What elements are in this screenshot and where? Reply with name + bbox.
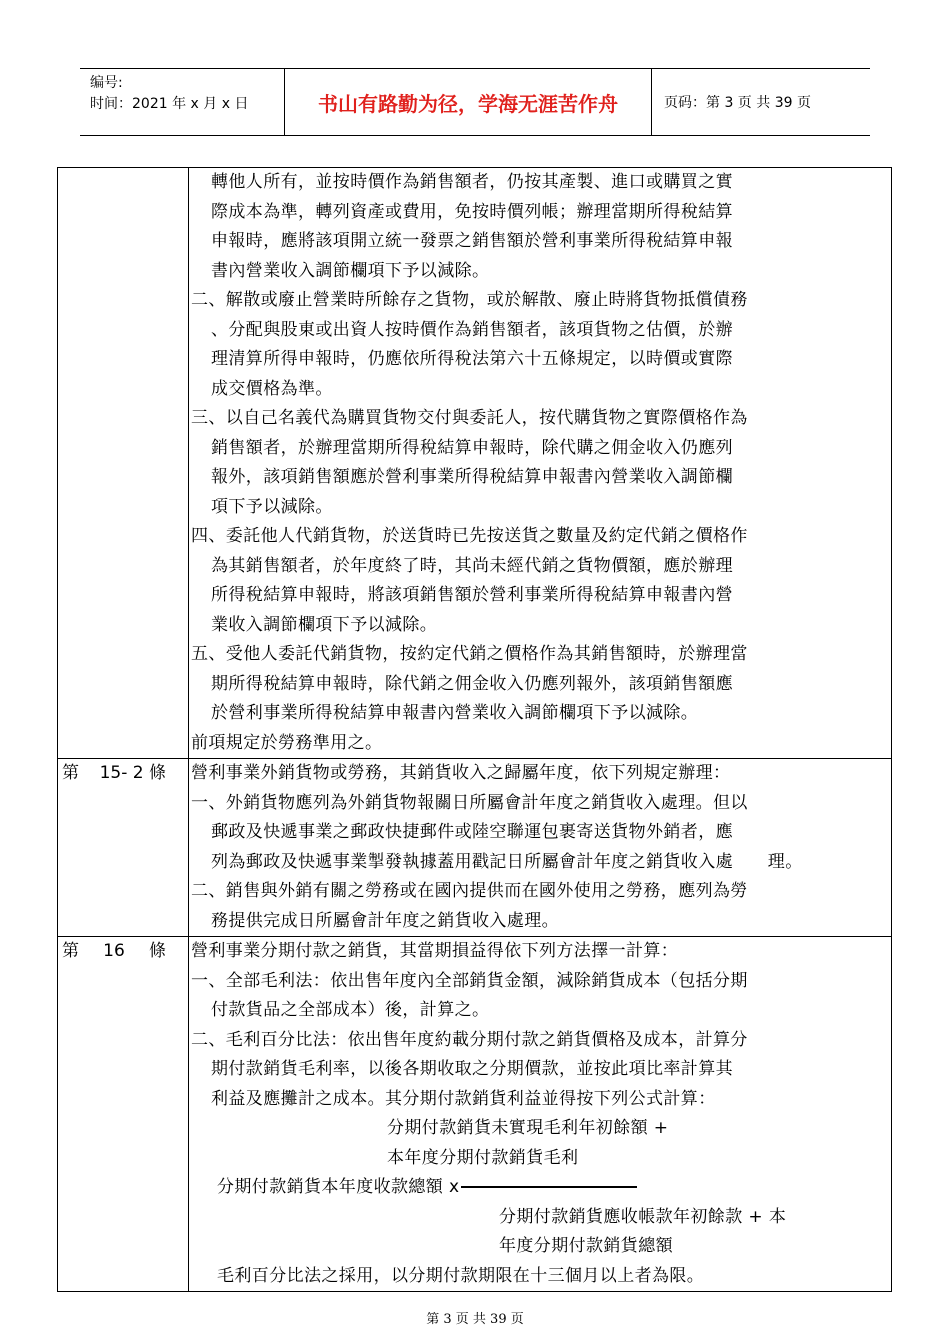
text-line: 業收入調節欄項下予以減除。: [211, 614, 438, 635]
text-line: 一、外銷貨物應列為外銷貨物報關日所屬會計年度之銷貨收入處理。但以: [191, 792, 748, 813]
text-line: 轉他人所有，並按時價作為銷售額者，仍按其產製、進口或購買之實: [211, 172, 733, 192]
article-text-cell: [189, 168, 891, 758]
text-line: 際成本為準，轉列資產或費用，免按時價列帳；辦理當期所得稅結算: [211, 201, 733, 222]
text-line: 所得稅結算申報時，將該項銷售額於營利事業所得稅結算申報書內營: [211, 585, 733, 605]
text-line: 二、銷售與外銷有關之勞務或在國內提供而在國外使用之勞務，應列為勞: [191, 881, 748, 901]
text-line: 列為郵政及快遞事業掣發執據蓋用戳記日所屬會計年度之銷貨收入處 理。: [211, 851, 803, 872]
text-line: 期付款銷貨毛利率，以後各期收取之分期價款，並按此項比率計算其: [211, 1059, 733, 1079]
formula-denominator-line: 年度分期付款銷貨總額: [499, 1236, 673, 1256]
text-line: 付款貨品之全部成本）後，計算之。: [211, 1000, 490, 1020]
formula-numerator-line: 分期付款銷貨未實現毛利年初餘額 +: [387, 1118, 669, 1138]
formula-numerator-line: 本年度分期付款銷貨毛利: [387, 1147, 579, 1168]
formula-denominator-line: 分期付款銷貨應收帳款年初餘款 + 本: [499, 1206, 787, 1227]
text-line: 四、委託他人代銷貨物，於送貨時已先按送貨之數量及約定代銷之價格作: [191, 526, 748, 546]
text-line: 郵政及快遞事業之郵政快捷郵件或陸空聯運包裹寄送貨物外銷者，應: [211, 822, 733, 842]
article-number: [62, 759, 188, 789]
text-line: 營利事業分期付款之銷貨，其當期損益得依下列方法擇一計算：: [191, 941, 679, 961]
text-line: 毛利百分比法之採用，以分期付款期限在十三個月以上者為限。: [217, 1265, 705, 1286]
text-line: 五、受他人委託代銷貨物，按約定代銷之價格作為其銷售額時，於辦理當: [191, 644, 748, 664]
page-footer: 第 3 页 共 39 页: [426, 1312, 524, 1327]
document-time: 时间：2021 年 x 月 x 日: [90, 96, 249, 112]
table-row: [58, 168, 891, 758]
page-header: [80, 68, 870, 136]
text-line: 報外，該項銷售額應於營利事業所得稅結算申報書內營業收入調節欄: [211, 467, 733, 487]
article-number: [62, 937, 188, 967]
header-page-info: 页码：第 3 页 共 39 页: [664, 95, 811, 111]
text-line: 成交價格為準。: [211, 378, 333, 399]
text-line: 二、解散或廢止營業時所餘存之貨物，或於解散、廢止時將貨物抵償債務: [191, 290, 748, 310]
article-prefix: 第: [62, 941, 79, 961]
text-line: 、分配與股東或出資人按時價作為銷售額者，該項貨物之估價，於辦: [211, 319, 733, 340]
article-number-cell: [58, 937, 189, 1291]
table-row: [58, 936, 891, 1291]
text-line: 銷售額者，於辦理當期所得稅結算申報時，除代購之佣金收入仍應列: [211, 437, 733, 458]
formula-fraction-line: [191, 1173, 883, 1203]
text-line: 利益及應攤計之成本。其分期付款銷貨利益並得按下列公式計算：: [211, 1088, 716, 1109]
table-row: [58, 758, 891, 936]
regulation-table: [57, 167, 892, 1292]
fraction-bar: [461, 1186, 637, 1188]
text-line: 書內營業收入調節欄項下予以減除。: [211, 260, 490, 281]
article-prefix: 第: [62, 763, 79, 783]
article-number-cell: [58, 759, 189, 936]
article-suffix: 條: [148, 941, 166, 961]
text-line: 營利事業外銷貨物或勞務，其銷貨收入之歸屬年度，依下列規定辦理：: [191, 763, 731, 783]
text-line: 前項規定於勞務準用之。: [191, 732, 383, 753]
text-line: 期所得稅結算申報時，除代銷之佣金收入仍應列報外，該項銷售額應: [211, 673, 733, 694]
article-id: 16: [103, 941, 125, 961]
header-motto: 书山有路勤为径，学海无涯苦作舟: [284, 69, 652, 135]
article-id: 15- 2 條: [99, 763, 166, 783]
article-number-cell: [58, 168, 189, 758]
header-meta: [80, 69, 284, 135]
text-line: 一、全部毛利法：依出售年度內全部銷貨金額，減除銷貨成本（包括分期: [191, 970, 748, 991]
document-number-label: 编号:: [90, 75, 123, 91]
text-line: 二、毛利百分比法：依出售年度約載分期付款之銷貨價格及成本，計算分: [191, 1029, 748, 1050]
formula-left-term: 分期付款銷貨本年度收款總額 x: [217, 1177, 460, 1197]
text-line: 申報時，應將該項開立統一發票之銷售額於營利事業所得稅結算申報: [211, 231, 733, 251]
article-text-cell: [189, 759, 891, 936]
text-line: 為其銷售額者，於年度終了時，其尚未經代銷之貨物價額，應於辦理: [211, 555, 733, 576]
text-line: 於營利事業所得稅結算申報書內營業收入調節欄項下予以減除。: [211, 703, 699, 723]
text-line: 三、以自己名義代為購買貨物交付與委託人，按代購貨物之實際價格作為: [191, 408, 748, 428]
text-line: 理清算所得申報時，仍應依所得稅法第六十五條規定，以時價或實際: [211, 349, 733, 369]
article-text-cell: [189, 937, 891, 1291]
text-line: 務提供完成日所屬會計年度之銷貨收入處理。: [211, 910, 559, 931]
text-line: 項下予以減除。: [211, 496, 333, 517]
